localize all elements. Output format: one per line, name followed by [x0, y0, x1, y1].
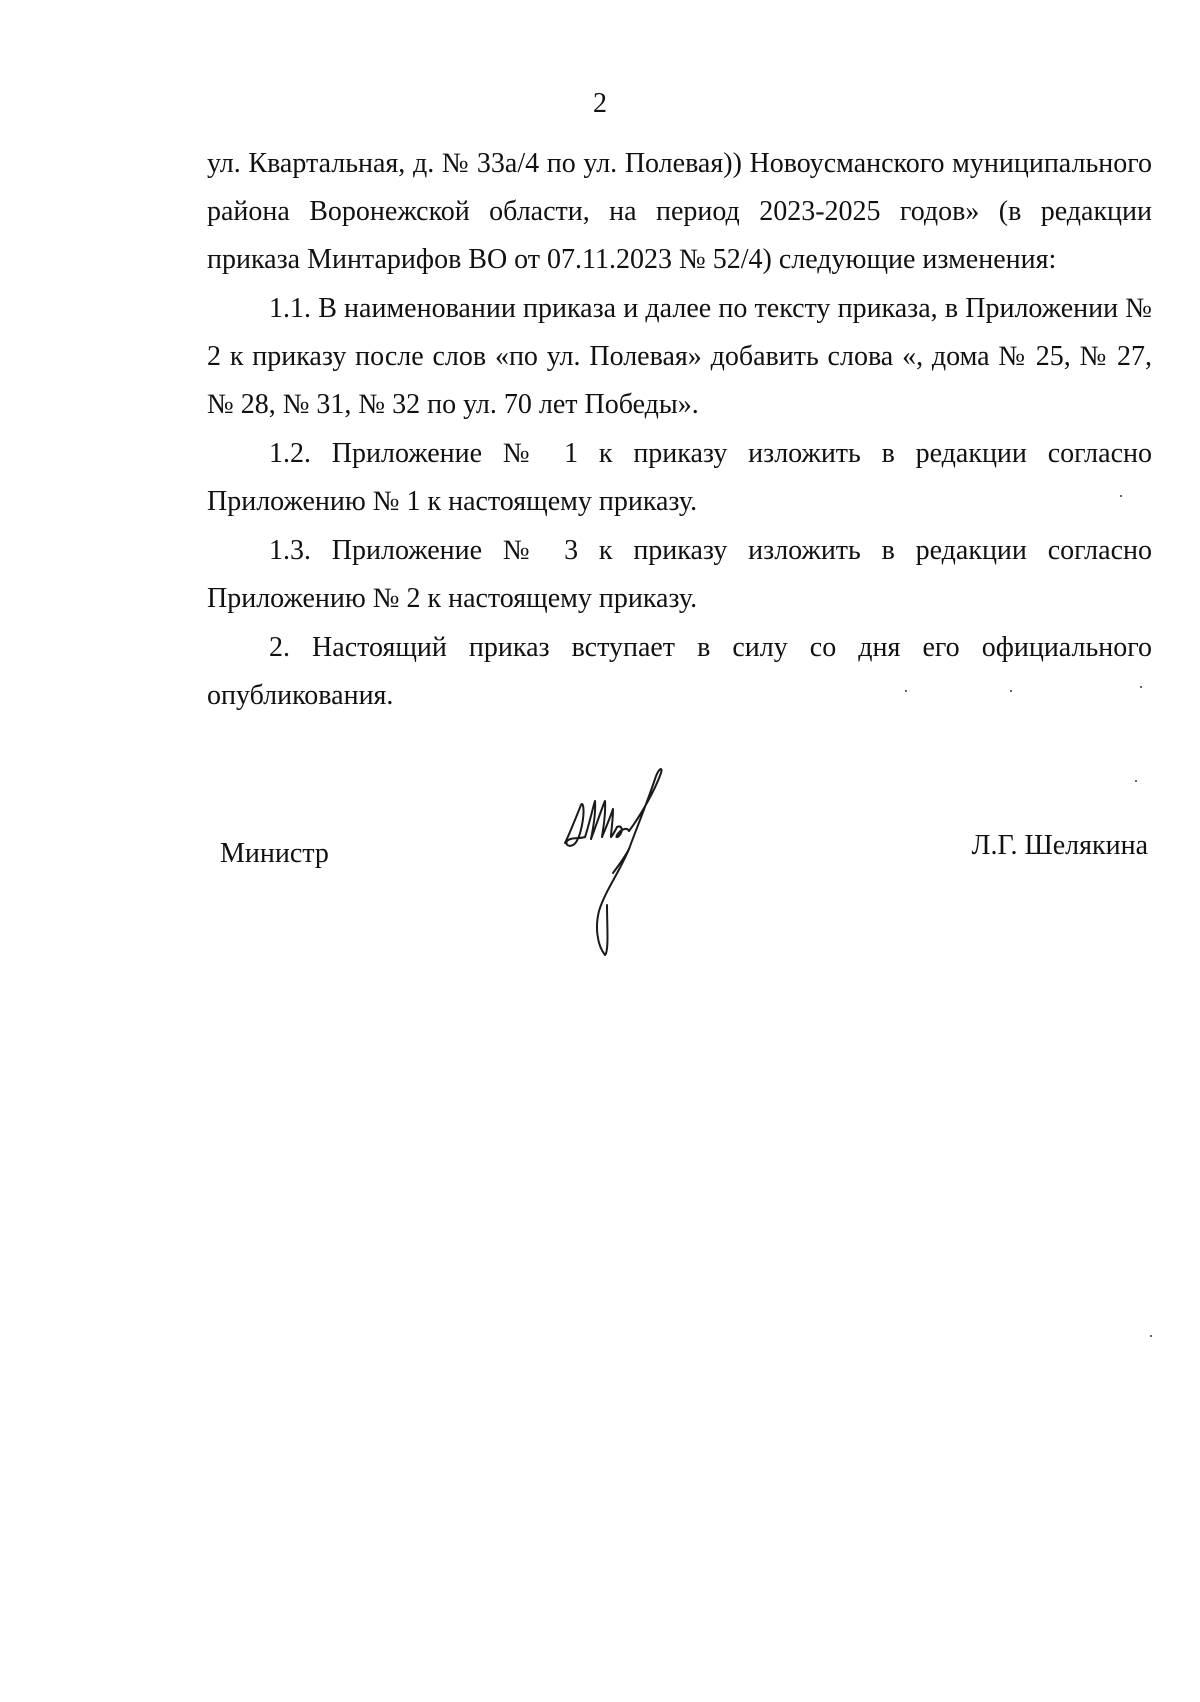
paragraph-2: 2. Настоящий приказ вступает в силу со дня его официального опубликования.	[207, 632, 1152, 711]
scan-speck	[1120, 495, 1122, 497]
scan-speck	[905, 690, 907, 692]
page-number: 2	[593, 88, 607, 119]
paragraph-1-3: 1.3. Приложение № 3 к приказу изложить в редакции согласно Приложению № 2 к настоящему приказу.	[207, 535, 1152, 614]
handwritten-signature	[555, 765, 695, 960]
scan-speck	[1010, 690, 1012, 692]
scan-speck	[1135, 780, 1137, 782]
paragraph-preamble-continuation: ул. Квартальная, д. № 33а/4 по ул. Полевая)) Новоусманского муниципального района Воронежской области, на период 2023-2025 годов» (в редакции приказа Минтарифов ВО от 07.11.2023 № 52/4) следующие изменения:	[207, 148, 1152, 275]
scan-speck	[1150, 1335, 1152, 1337]
paragraph-1-1: 1.1. В наименовании приказа и далее по тексту приказа, в Приложении № 2 к приказу после слов «по ул. Полевая» добавить слова «, дома № 25, № 27, № 28, № 31, № 32 по ул. 70 лет Победы».	[207, 293, 1152, 420]
paragraph-1-2: 1.2. Приложение № 1 к приказу изложить в редакции согласно Приложению № 1 к настоящему приказу.	[207, 438, 1152, 517]
signer-position: Министр	[220, 838, 329, 869]
signature-block	[0, 770, 1200, 970]
document-body	[207, 140, 1152, 720]
signer-name: Л.Г. Шелякина	[971, 830, 1148, 861]
scan-speck	[1140, 686, 1142, 688]
